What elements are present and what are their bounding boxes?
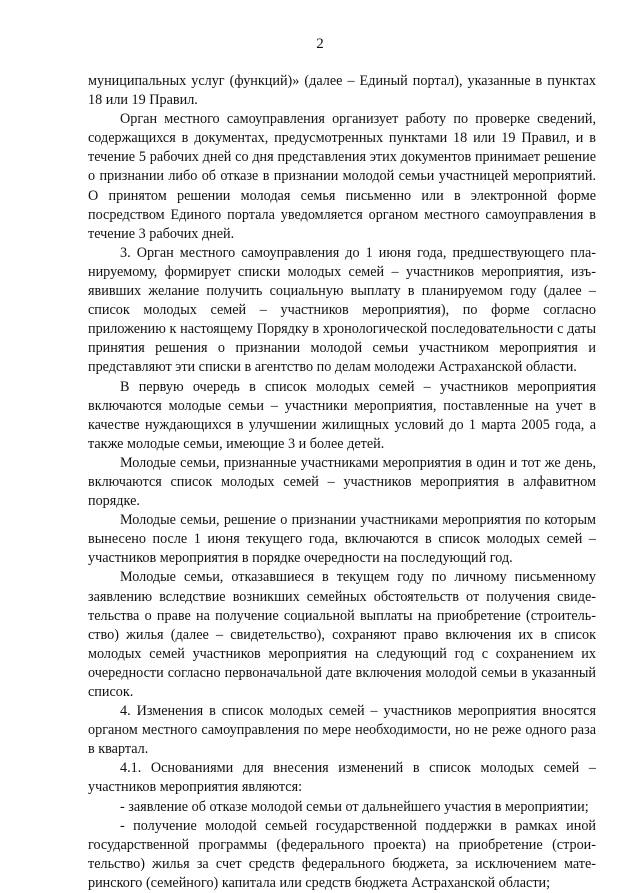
- document-body: [88, 72, 596, 893]
- paragraph-after-june: Молодые семьи, решение о признании участниками мероприятия по которым вынесено после 1 июня текущего года, включаются в список молодых семей – участников мероприятия в порядке очередности на последующий год.: [88, 512, 596, 567]
- page-number: 2: [316, 36, 324, 52]
- paragraph-item-4-1: 4.1. Основаниями для внесения изменений в список молодых семей – участников мероприятия являются:: [88, 760, 596, 796]
- paragraph-item-4: 4. Изменения в список молодых семей – участников мероприятия вносятся органом местного самоуправления по мере необходимости, но не реже одного раза в квартал.: [88, 703, 596, 758]
- list-item-state-support: - получение молодой семьей государственной поддержки в рамках иной государственной программы (федерального проекта) на приобретение (строительство) жилья за счет средств федерального бюджета, за исключением материнского (семейного) капитала или средств бюджета Астраханской области;: [88, 817, 596, 891]
- paragraph-item-3: 3. Орган местного самоуправления до 1 июня года, предшествующего планируемому, формирует списки молодых семей – участников мероприятия, изъявивших желание получить социальную выплату в планируемом году (далее – список молодых семей – участников мероприятия), по форме согласно приложению к настоящему Порядку в хронологической последовательности с даты принятия решения о признании молодой семьи участником мероприятия и представляют эти списки в агентство по делам молодежи Астраханской области.: [88, 244, 596, 376]
- paragraph-verification: Орган местного самоуправления организует работу по проверке сведений, содержащихся в документах, предусмотренных пунктами 18 или 19 Правил, и в течение 5 рабочих дней со дня представления этих документов принимает решение о признании либо об отказе в признании молодой семьи участницей мероприятий. О принятом решении молодая семья письменно или в электронной форме посредством Единого портала уведомляется органом местного самоуправления в течение 3 рабочих дней.: [88, 111, 596, 242]
- paragraph-alphabetical: Молодые семьи, признанные участниками мероприятия в один и тот же день, включаются список молодых семей – участников мероприятия в алфавитном порядке.: [88, 454, 596, 510]
- paragraph-refusal: Молодые семьи, отказавшиеся в текущем году по личному письменному заявлению вследствие возникших семейных обстоятельств от получения свидетельства о праве на получение социальной выплаты на приобретение (строительство) жилья (далее – свидетельство), сохраняют право включения их в список молодых семей участников мероприятия на следующий год с сохранением их очередности согласно первоначальной дате включения молодой семьи в указанный список.: [88, 569, 596, 700]
- paragraph-continuation: муниципальных услуг (функций)» (далее – Единый портал), указанные в пунктах 18 или 19 Правил.: [88, 73, 596, 109]
- paragraph-priority: В первую очередь в список молодых семей – участников мероприятия включаются молодые семьи – участники мероприятия, поставленные на учет в качестве нуждающихся в улучшении жилищных условий до 1 марта 2005 года, а также молодые семьи, имеющие 3 и более детей.: [88, 378, 596, 452]
- list-item-refusal-statement: - заявление об отказе молодой семьи от дальнейшего участия в мероприятии;: [120, 798, 589, 815]
